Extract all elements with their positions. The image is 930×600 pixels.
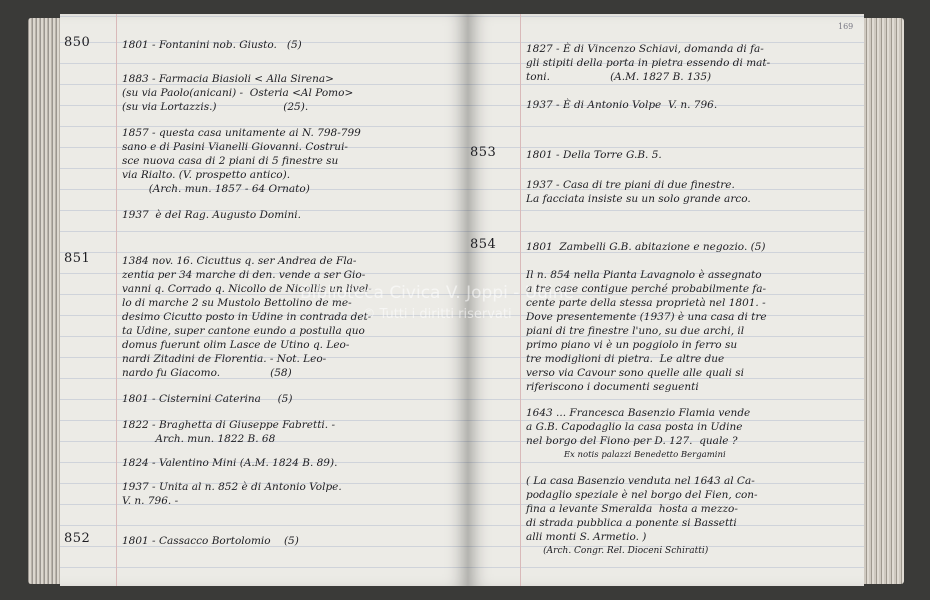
watermark-line: Biblioteca Civica V. Joppi - Udine (300, 283, 574, 303)
entry-line: 1857 - questa casa unitamente ai N. 798-799 (122, 127, 361, 139)
entry-line: ta Udine, super cantone eundo a postulla quo (122, 325, 365, 337)
entry-line: (Arch. mun. 1857 - 64 Ornato) (122, 183, 310, 195)
entry-line: Il n. 854 nella Pianta Lavagnolo è assegnato (526, 269, 762, 281)
margin-rule (520, 14, 521, 586)
entry-line: piani di tre finestre l'uno, su due archi, il (526, 325, 745, 337)
entry-line: sano e di Pasini Vianelli Giovanni. Costrui- (122, 141, 348, 153)
entry-line: 1822 - Braghetta di Giuseppe Fabretti. - (122, 419, 336, 431)
entry-line: nardo fu Giacomo. (58) (122, 367, 292, 379)
page-number: 169 (838, 22, 854, 31)
entry-line: (su via Paolo(anicani) - Osteria <Al Pomo> (122, 87, 354, 99)
entry-line: Dove presentemente (1937) è una casa di tre (526, 311, 767, 323)
entry-line: Ex notis palazzi Benedetto Bergamini (526, 450, 726, 460)
left-page-edges (28, 18, 62, 584)
entry-line: 1824 - Valentino Mini (A.M. 1824 B. 89). (122, 457, 338, 469)
entry-line: primo piano vi è un poggiolo in ferro su (526, 339, 738, 351)
entry-line: nardi Zitadini de Florentia. - Not. Leo- (122, 353, 327, 365)
entry-line: 1937 - Casa di tre piani di due finestre. (526, 179, 735, 191)
entry-line: Arch. mun. 1822 B. 68 (122, 433, 276, 445)
entry-line: gli stipiti della porta in pietra essendo di mat- (526, 57, 771, 69)
watermark-line: © Tutti i diritti riservati (362, 307, 512, 322)
entry-line: 1801 - Fontanini nob. Giusto. (5) (122, 39, 302, 51)
entry-line: toni. (A.M. 1827 B. 135) (526, 71, 712, 83)
entry-line: tre modiglioni di pietra. Le altre due (526, 353, 725, 365)
entry-line: cente parte della stessa proprietà nel 1801. - (526, 297, 766, 309)
entry-line: La facciata insiste su un solo grande arco. (526, 193, 751, 205)
entry-line: desimo Cicutto posto in Udine in contrada det- (122, 311, 372, 323)
entry-number: 851 (64, 251, 91, 266)
entry-line: 1801 Zambelli G.B. abitazione e negozio. (5) (526, 241, 766, 253)
entry-line: via Rialto. (V. prospetto antico). (122, 169, 291, 181)
entry-line: riferiscono i documenti seguenti (526, 381, 699, 393)
entry-line: (su via Lortazzis.) (25). (122, 101, 309, 113)
entry-number: 854 (470, 237, 497, 252)
right-page-edges (864, 18, 904, 584)
margin-rule (116, 14, 117, 586)
entry-line: 1937 è del Rag. Augusto Domini. (122, 209, 301, 221)
entry-line: di strada pubblica a ponente si Bassetti (526, 517, 737, 529)
entry-line: 1883 - Farmacia Biasioli < Alla Sirena> (122, 73, 334, 85)
entry-line: 1643 ... Francesca Basenzio Flamia vende (526, 407, 751, 419)
entry-line: lo di marche 2 su Mustolo Bettolino de me- (122, 297, 352, 309)
entry-line: vanni q. Corrado q. Nicollo de Nicollis un livel- (122, 283, 372, 295)
entry-line: (Arch. Congr. Rel. Dioceni Schiratti) (526, 546, 709, 556)
entry-line: 1801 - Cisternini Caterina (5) (122, 393, 293, 405)
entry-number: 853 (470, 145, 497, 160)
entry-line: domus fuerunt olim Lasce de Utino q. Leo- (122, 339, 350, 351)
entry-number: 850 (64, 35, 91, 50)
entry-line: 1801 - Della Torre G.B. 5. (526, 149, 662, 161)
entry-line: nel borgo del Fiono per D. 127. quale ? (526, 435, 738, 447)
entry-line: ( La casa Basenzio venduta nel 1643 al Ca- (526, 475, 755, 487)
entry-line: alli monti S. Armetio. ) (526, 531, 647, 543)
left-page (60, 14, 468, 586)
entry-line: sce nuova casa di 2 piani di 5 finestre su (122, 155, 339, 167)
entry-line: podaglio speziale è nel borgo del Fien, con- (526, 489, 758, 501)
entry-line: 1827 - È di Vincenzo Schiavi, domanda di fa- (526, 43, 764, 55)
entry-line: a tre case contigue perché probabilmente fa- (526, 283, 767, 295)
entry-number: 852 (64, 531, 91, 546)
open-book (28, 14, 904, 586)
entry-line: 1384 nov. 16. Cicuttus q. ser Andrea de Fla- (122, 255, 357, 267)
entry-line: verso via Cavour sono quelle alle quali si (526, 367, 744, 379)
entry-line: 1937 - È di Antonio Volpe V. n. 796. (526, 99, 718, 111)
entry-line: a G.B. Capodaglio la casa posta in Udine (526, 421, 743, 433)
entry-line: V. n. 796. - (122, 495, 179, 507)
entry-line: 1937 - Unita al n. 852 è di Antonio Volpe. (122, 481, 342, 493)
entry-line: zentia per 34 marche di den. vende a ser Gio- (122, 269, 366, 281)
entry-line: fina a levante Smeralda hosta a mezzo- (526, 503, 738, 515)
entry-line: 1801 - Cassacco Bortolomio (5) (122, 535, 299, 547)
right-page (468, 14, 864, 586)
